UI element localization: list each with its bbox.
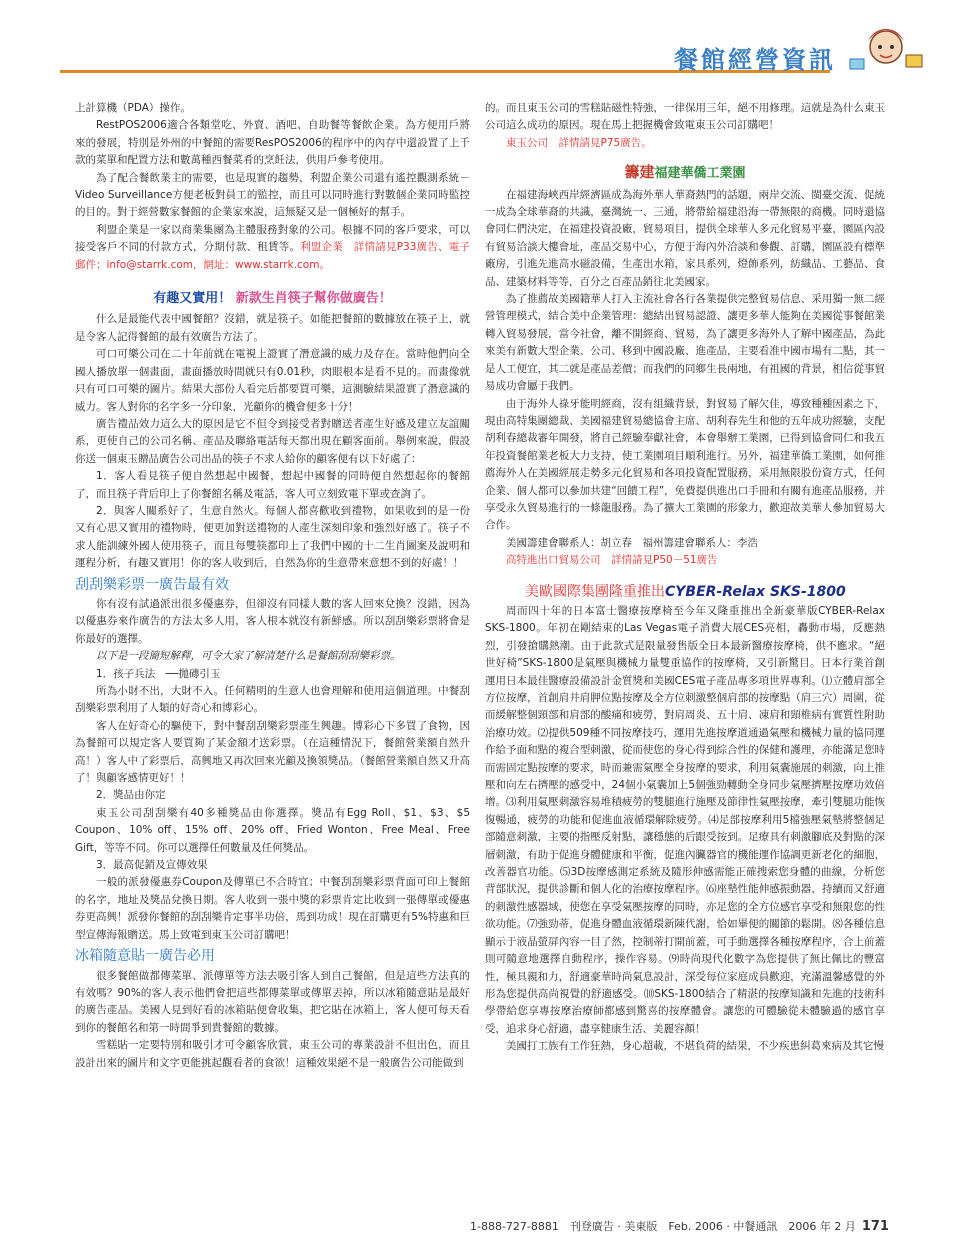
ad-reference: 利盟企業 詳情請見P33廣告、電子郵件：info@starrk.com，網址：www.starrk.com。 <box>75 241 470 271</box>
heading-part: 新款生肖筷子幫你做廣告！ <box>235 291 392 307</box>
paragraph: 所為小財不出，大財不入。任何精明的生意人也會理解和使用這個道理。中餐刮刮樂彩票利用了人類的好奇心和博彩心。 <box>75 685 470 715</box>
right-column <box>485 100 885 1056</box>
ad-reference: 高特進出口貿易公司 詳情請見P50－51廣告 <box>506 554 718 567</box>
paragraph: 為了推薦故美國籍華人打入主流社會各行各業提供完整貿易信息、采用獨一無二經營管理模式，結合美中企業管理：總結出貿易認證、讓更多華人能夠在美國從事餐館業轉入貿易發展，當今社會，離不開經商、貿易，為了讓更多海外人了解中國產品，為此來美有新數大型企業、公司、移到中國設廠、進產品，主要看准中國市場有二點，其一是人工便宜，其二就是產品差價；而我們的同鄉生長兩地，有祖國的背景，相信從事貿易成功會屬于我們。 <box>485 293 885 393</box>
paragraph: 1．客人看見筷子便自然想起中國餐，想起中國餐的同時便自然想起你的餐館了，而且筷子背后印上了你餐館名稱及電話，客人可立刻致電下單或查詢了。 <box>75 470 470 500</box>
left-column <box>75 100 470 1072</box>
paragraph: 什么是最能代表中國餐館？沒錯，就是筷子。如能把餐館的數據放在筷子上，就是令客人記得餐館的最有效廣告方法了。 <box>75 313 470 343</box>
section-heading-fridge: 冰箱隨意貼一廣告必用 <box>75 948 215 965</box>
paragraph: 上計算機（PDA）操作。 <box>75 102 191 114</box>
paragraph: 2．獎品由你定 <box>96 789 166 802</box>
section-heading-chopsticks <box>75 290 470 307</box>
ad-reference: 東玉公司 詳情請見P75廣告。 <box>506 136 652 149</box>
heading-part: 有趣又實用！ <box>153 291 232 307</box>
page-number: 171 <box>861 1219 889 1234</box>
paragraph: 2．與客人關系好了，生意自然火。每個人都喜歡收到禮物，如果收到的是一份又有心思又實用的禮物時，便更加對送禮物的人產生深刻印象和強烈好感了。筷子不求人能訓練外國人使用筷子，而且每雙筷都印上了我們中國的十二生肖圖案及說明和運程分析，有趣又實用！你的客人收到后，自然為你的生意帶來意想不到的好處！！ <box>75 504 470 570</box>
paragraph: 3．最高促銷及宣傳效果 <box>96 859 208 872</box>
paragraph: 你有沒有試過派出很多優惠券，但卻沒有同樣人數的客人回來兌換？沒錯，因為以優惠券來作廣告的方法太多人用，客人根本就沒有新鮮感。所以刮刮樂彩票將會是你最好的選擇。 <box>75 597 470 645</box>
paragraph: 由于海外人祿牙能明經商，沒有組織背景，對貿易了解欠佳，導致種種因素之下，現由高特集團總裁、美國福建貿易總協會主席、胡利春先生和他的五年成功經驗，支配胡利春總裁審年開發，將自己經驗奉獻社會，本會舉辦工業園，已得到協會同仁和我五年投資餐館業老板大力支持，使工業園項目順利進行。另外，福建華僑工業園，如何推薦海外人在美國經展走勢多元化貿易和各項投資配置服務，采用無限股份資方式，任何企業、個人都可以參加共建“回饋工程”，免費提供進出口手冊和有關有進產品服務，并享受永久貿易進行的一條龍服務。為了擴大工業園的形象力，歡迎故美華人參加貿易大合作。 <box>485 397 885 532</box>
paragraph-text: 利盟企業是一家以商業集團為主體服務對象的公司。根據不同的客戶要求，可以接受客戶不同的付款方式，分期付款、租賃等。 <box>75 223 470 254</box>
paragraph: 為了配合餐飲業主的需要，也是現實的趨勢，利盟企業公司還有遙控觀測系統－Video Surveillance方便老板對員工的監控，而且可以同時進行對數個企業同時監控的目的。對于經營數家餐館的企業家來說，這無疑又是一個極好的幫手。 <box>75 171 470 219</box>
paragraph: 客人在好奇心的驅使下，對中餐刮刮樂彩票產生興趣。博彩心下多買了食物，因為餐館可以規定客人要買夠了某金額才送彩票。（在這種情況下，餐館營業額自然升高！）客人中了彩票后，高興地又再次回來光顧及換領獎品。（餐館營業額自然又升高了！與顧客感情更好！！ <box>75 719 470 785</box>
paragraph: 廣告禮品效力這么大的原因是它不但令到接受者對贈送者產生好感及建立友誼關系，更使自己的公司名稱、產品及聯絡電話每天都出現在顧客面前。舉例來說，假設你送一個東玉贈品廣告公司出品的筷子不求人給你的顧客便有以下好處了： <box>75 417 470 465</box>
chef-illustration-icon <box>846 15 926 85</box>
heading-part: 籌建 <box>624 163 655 182</box>
heading-part: 福建華僑工業園 <box>654 166 746 182</box>
page-header <box>0 0 956 90</box>
paragraph: 的。而且東玉公司的雪糕貼磁性特強，一律保用三年，絕不用修理。這就是為什么東玉公司這么成功的原因。現在馬上把握機會致電東玉公司訂購吧！ <box>485 102 885 132</box>
paragraph: 很多餐館做都傳菜單、派傳單等方法去吸引客人到自己餐館，但是這些方法真的有效嗎？90%的客人表示他們會把這些都傳菜單或傳單丟掉，所以冰箱隨意貼是最好的廣告產品。美國人見到好看的冰箱貼便會收集，把它貼在冰箱上，客人便可每天看到你的餐館名和第一時間爭到貴餐館的數據。 <box>75 969 470 1034</box>
paragraph: 周而四十年的日本富士醫療按摩椅至今年又隆重推出全新豪華版CYBER-Relax SKS-1800。年初在剛結束的Las Vegas電子消費大展CES亮相，轟動市場，反應熱烈，引發搶購熱潮。由于此款式是限量發售版全日本最新醫療按摩椅，供不應求。“絕世好椅”SKS-1800是氣壓與機械力量雙重協作的按摩椅，又引新驚目。日本行業首創運用日本最佳醫療設備設計金質獎和美國CES電子產品專多項世界專利。⑴立體肩部全方位按摩，首創肩井肩胛位點按摩及全方位刺激整個肩部的按摩點（肩三穴）周圍，從而緩解整個頸部和肩部的酸痛和疲勞，對肩周炎、五十肩、凍肩和頸椎病有實質性附助治療功效。⑵提供509種不同按摩技巧，運用先進按摩道通過氣壓和機械力量的協同運作給予面和點的複合型刺激，從而使您的身心得到綜合性的保健和護理，亦能滿足您時而需固定點按摩的要求，時而兼需氣壓全身按摩的要求，利用氣囊施展的刺激，向上推壓和向左右擠壓的感受中，24個小氣囊加上5個強勁轉動全身同步氣壓擠壓按摩功效倍增。⑶利用氣壓刺激容易堆積疲勞的雙腿進行施壓及節律性氣壓按摩，牽引雙腿功能恢復暢通，疲勞的功能和促進血液循環解除疲勞。⑷足部按摩利用5檔強壓氣墊將整個足部隨意刺激，主要的指壓反射點，讓穩態的后跟受按到。足療具有刺激腳底及對點的深層刺激，有助于促進身體健康和平衡，促進內臟器官的機能運作協調更新老化的細胞，改善器官功能。⑸3D按摩感測定系統及隨形伸感需能正確搜索您身體的曲線，分析您背部狀況，提供診斷和個人化的治療按摩程序。⑹座墊性能伸感振動器，持續而又舒適的刺激性感器域，使您在享受氣壓按摩的同時，亦足您的全方位感官享受和無限您的性欲功能。⑺強勁蒂，促進身體血液循環新陳代謝，恰如畢便的關節的鬆開。⑻各種信息顯示于液晶螢屏內容一目了然，控制蒂打開前蓋，可手動選擇各種按摩程序，合上前蓋則可隨意地選擇自動程序，操作容易。⑼時尚現代化數字為您提供了無比佩比的豐富性，極具親和力，舒適豪華時尚氣息設計，深受每位家庭成員歡迎，充滿溫馨感覺的外形為您提供高尚視覺的舒適感受。⑽SKS-1800結合了精湛的按摩知識和先進的技術科學帶給您享專按摩治療師都感到驚喜的按摩體會。讓您的可體驗從未體驗過的感官享受，追求身心舒適，盡享健康生活、美麗容顏！ <box>485 604 885 1035</box>
paragraph: 可口可樂公司在二十年前就在電視上證實了潛意識的威力及存在。當時他們向全國人播放單一個畫面，畫面播放時間就只有0.01秒，肉眼根本是看不見的。而畫像就只有可口可樂的圖片。結果大部份人看完后都要買可樂，這測驗結果證實了潛意識的威力。客人對你的名字多一分印象，光顧你的機會便多十分！ <box>75 348 470 413</box>
paragraph: 雪糕貼一定要特別和吸引才可令顧客欣賞，東玉公司的專業設計不但出色，而且設計出來的圖片和文字更能挑起觀看者的食欲！這種效果絕不是一般廣告公司能做到 <box>75 1039 470 1069</box>
section-heading-scratch: 刮刮樂彩票一廣告最有效 <box>75 576 229 593</box>
paragraph: 在福建海峽西岸經濟區成為海外華人華裔熱門的話題，兩岸交流、閩臺交流、促統一成為全球華裔的共識，臺灣統一、三通，將帶給福建沿海一帶無限的商機。同時還協會同仁們決定，在福建投資設廠，貿易項目，提供全球華人多元化貿易平臺，園區內設有貿易洽談大樓會址，產品交易中心，方便于海內外洽談和參觀、訂購，園區設有標準廠房，引進先進高水磁設備，生產出水箱，家具系列，燈飾系列，紡織品、工藝品、食品、建築材料等等，百分之百產品銷往北美國家。 <box>485 188 885 288</box>
paragraph: 1．孩子兵法 ──拋磚引玉 <box>96 667 221 680</box>
page-footer <box>470 1218 889 1234</box>
section-title: 餐館經營資訊 <box>674 46 836 74</box>
section-heading-cyber-relax <box>525 584 885 601</box>
paragraph: 美國打工族有工作狂熱，身心超載，不堪負荷的結果，不少疾患糾葛來病及其它慢 <box>506 1040 884 1053</box>
paragraph: 一般的派發優惠券Coupon及傳單已不合時宜；中餐刮刮樂彩票背面可印上餐館的名字，地址及獎品兌換日期。客人收到一張中獎的彩票肯定比收到一張傳單或優惠券更高興！派發你餐館的刮刮樂肯定事半功倍，馬到功成！現在訂購更有5%特惠和巨型宣傳海報贈送。馬上致電到東玉公司訂購吧！ <box>75 876 470 941</box>
heading-part: CYBER-Relax SKS-1800 <box>665 583 846 600</box>
heading-part: 美歐國際集團隆重推出 <box>525 583 665 600</box>
footer-text: 1-888-727-8881 刊登廣告 · 美東版 Feb. 2006 · 中餐通訊 2006 年 2 月 <box>470 1220 856 1233</box>
paragraph: 以下是一段簡短解釋，可令大家了解清楚什么是餐館刮刮樂彩票。 <box>96 650 401 663</box>
paragraph: 東玉公司刮刮樂有40多種獎品由你選擇。獎品有Egg Roll、$1、$3、$5 Coupon、10% off、15% off、20% off、Fried Wonton、Free Meal、Free Gift，等等不同。你可以選擇任何數量及任何獎品。 <box>75 806 470 854</box>
section-heading-fujian <box>485 164 885 182</box>
paragraph: RestPOS2006適合各類堂吃、外賣、酒吧、自助餐等餐飲企業。為方便用戶將來的發展，特別是外州的中餐館的需要ResPOS2006的程序中的內存中還設置了上千款的菜單和配置方法和數萬種西餐菜肴的烹飪法，供用戶參考使用。 <box>75 119 470 167</box>
paragraph: 美國籌建會聯系人：胡立春 福州籌建會聯系人：李浩 <box>506 536 758 549</box>
paragraph <box>75 222 470 274</box>
